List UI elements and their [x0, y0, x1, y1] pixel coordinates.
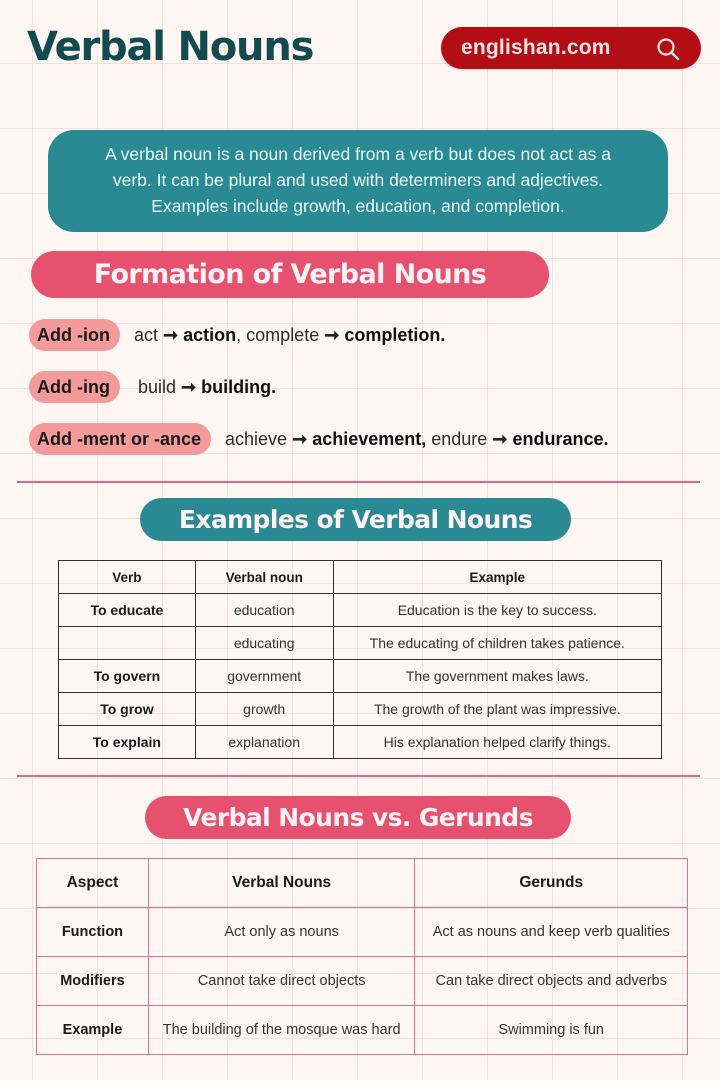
- verbal-noun-cell: Cannot take direct objects: [148, 957, 415, 1006]
- rule-row-ion: [29, 319, 445, 351]
- definition-line: verb. It can be plural and used with determiners and adjectives.: [112, 170, 604, 190]
- column-header: Verbal noun: [195, 561, 333, 594]
- examples-heading: Examples of Verbal Nouns: [140, 498, 571, 541]
- verb-cell: To govern: [59, 660, 196, 693]
- aspect-cell: Modifiers: [37, 957, 149, 1006]
- example-cell: The growth of the plant was impressive.: [333, 693, 661, 726]
- rule-tag: Add -ing: [29, 371, 120, 403]
- verb-cell: [59, 627, 196, 660]
- formation-heading: Formation of Verbal Nouns: [31, 251, 549, 298]
- definition-line: Examples include growth, education, and completion.: [151, 196, 565, 216]
- verb-cell: To educate: [59, 594, 196, 627]
- arrow-icon: ➞: [163, 324, 179, 345]
- column-header: Example: [333, 561, 661, 594]
- noun-cell: government: [195, 660, 333, 693]
- noun-cell: education: [195, 594, 333, 627]
- gerund-cell: Can take direct objects and adverbs: [415, 957, 688, 1006]
- rule-example: build ➞ building.: [137, 376, 277, 397]
- verb-cell: To explain: [59, 726, 196, 759]
- arrow-icon: ➞: [324, 324, 340, 345]
- examples-table: [58, 560, 662, 759]
- site-name: englishan.com: [461, 36, 611, 59]
- table-row: [37, 908, 688, 957]
- comparison-table: [36, 858, 688, 1055]
- arrow-icon: ➞: [181, 376, 197, 397]
- table-row: [59, 627, 662, 660]
- noun-cell: growth: [195, 693, 333, 726]
- table-row: [59, 594, 662, 627]
- rule-row-ment-ance: [29, 423, 608, 455]
- rule-tag: Add -ment or -ance: [29, 423, 211, 455]
- rule-tag: Add -ion: [29, 319, 120, 351]
- section-divider: [17, 775, 700, 777]
- site-search-pill[interactable]: [441, 27, 701, 69]
- definition-box: [48, 130, 668, 232]
- definition-line: A verbal noun is a noun derived from a verb but does not act as a: [105, 144, 611, 164]
- table-row: [59, 693, 662, 726]
- verbal-noun-cell: Act only as nouns: [148, 908, 415, 957]
- page-title: Verbal Nouns: [27, 24, 314, 70]
- example-cell: Education is the key to success.: [333, 594, 661, 627]
- table-row: [59, 726, 662, 759]
- table-header-row: [59, 561, 662, 594]
- column-header: Gerunds: [415, 859, 688, 908]
- verb-cell: To grow: [59, 693, 196, 726]
- rule-row-ing: [29, 371, 276, 403]
- table-row: [59, 660, 662, 693]
- example-cell: The government makes laws.: [333, 660, 661, 693]
- noun-cell: educating: [195, 627, 333, 660]
- table-row: [37, 957, 688, 1006]
- example-cell: His explanation helped clarify things.: [333, 726, 661, 759]
- column-header: Verbal Nouns: [148, 859, 415, 908]
- arrow-icon: ➞: [292, 428, 308, 449]
- rule-example: act ➞ action, complete ➞ completion.: [133, 324, 446, 345]
- example-cell: The educating of children takes patience.: [333, 627, 661, 660]
- table-row: [37, 1006, 688, 1055]
- column-header: Aspect: [37, 859, 149, 908]
- rule-example: achieve ➞ achievement, endure ➞ endurance.: [225, 428, 609, 449]
- section-divider: [17, 481, 700, 483]
- search-icon[interactable]: [655, 36, 681, 62]
- aspect-cell: Function: [37, 908, 149, 957]
- aspect-cell: Example: [37, 1006, 149, 1055]
- noun-cell: explanation: [195, 726, 333, 759]
- comparison-heading: Verbal Nouns vs. Gerunds: [145, 796, 571, 839]
- verbal-noun-cell: The building of the mosque was hard: [148, 1006, 415, 1055]
- gerund-cell: Swimming is fun: [415, 1006, 688, 1055]
- column-header: Verb: [59, 561, 196, 594]
- arrow-icon: ➞: [492, 428, 508, 449]
- table-header-row: [37, 859, 688, 908]
- gerund-cell: Act as nouns and keep verb qualities: [415, 908, 688, 957]
